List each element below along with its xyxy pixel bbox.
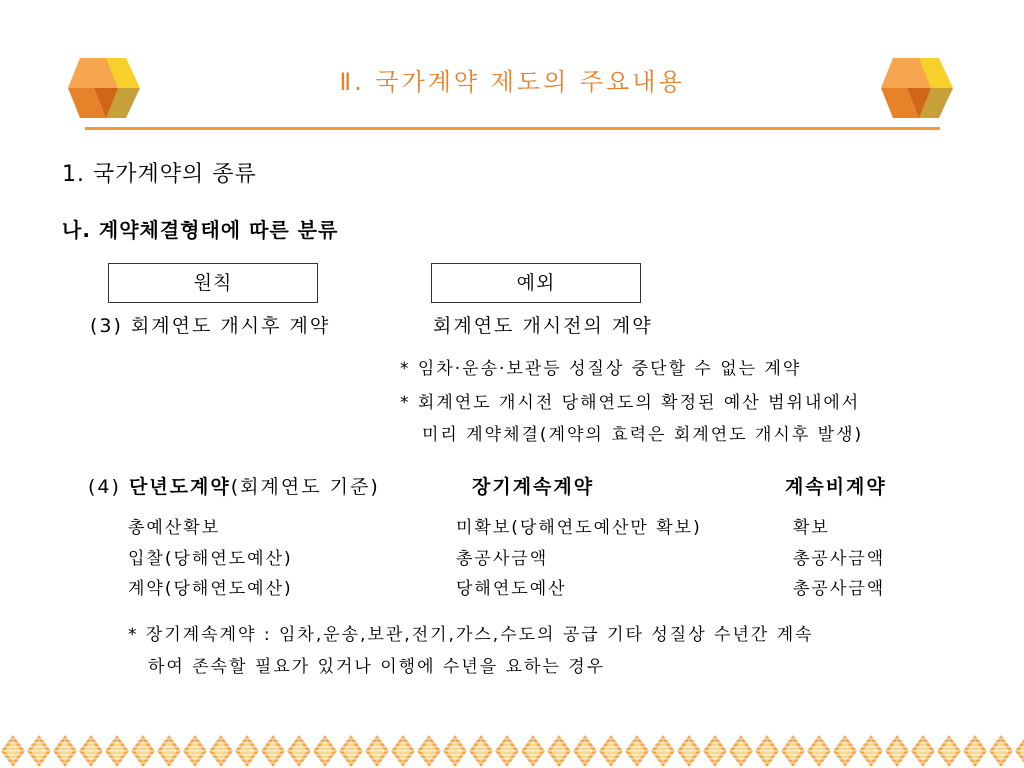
item3-exception-note: 미리 계약체결(계약의 효력은 회계연도 개시후 발생) bbox=[422, 425, 864, 445]
long-term-contract-heading: 장기계속계약 bbox=[472, 476, 595, 498]
continuing-expense-cell: 총공사금액 bbox=[793, 549, 886, 569]
principle-box bbox=[108, 263, 318, 303]
section-subheading: 나. 계약체결형태에 따른 분류 bbox=[62, 218, 339, 242]
long-term-footnote: 하여 존속할 필요가 있거나 이행에 수년을 요하는 경우 bbox=[148, 657, 606, 677]
item4-single-year-heading bbox=[88, 478, 380, 497]
comparison-row bbox=[0, 581, 1024, 601]
single-year-contract-qualifier: (회계연도 기준) bbox=[230, 476, 380, 498]
principle-box-label: 원칙 bbox=[193, 272, 233, 294]
single-year-cell: 입찰(당해연도예산) bbox=[128, 549, 293, 569]
single-year-cell: 총예산확보 bbox=[128, 518, 221, 538]
comparison-row bbox=[0, 551, 1024, 571]
continuing-expense-cell: 총공사금액 bbox=[793, 579, 886, 599]
comparison-row bbox=[0, 520, 1024, 540]
item3-exception-note: * 임차·운송·보관등 성질상 중단할 수 없는 계약 bbox=[400, 359, 802, 379]
section-heading: 1. 국가계약의 종류 bbox=[62, 162, 257, 187]
item3-exception-text: 회계연도 개시전의 계약 bbox=[433, 315, 653, 337]
slide-title: Ⅱ. 국가계약 제도의 주요내용 bbox=[339, 68, 685, 96]
item4-number: (4) bbox=[88, 476, 121, 498]
item3-exception-note: * 회계연도 개시전 당해연도의 확정된 예산 범위내에서 bbox=[400, 393, 861, 413]
long-term-cell: 총공사금액 bbox=[456, 549, 549, 569]
long-term-cell: 미확보(당해연도예산만 확보) bbox=[456, 518, 702, 538]
item3-principle-text: (3) 회계연도 개시후 계약 bbox=[90, 315, 331, 337]
continuing-expense-cell: 확보 bbox=[793, 518, 830, 538]
exception-box-label: 예외 bbox=[516, 272, 556, 294]
long-term-footnote: * 장기계속계약 : 임차,운송,보관,전기,가스,수도의 공급 기타 성질상 수년간 계속 bbox=[128, 625, 814, 645]
footer-diamond-pattern-icon bbox=[0, 734, 1024, 768]
continuing-expense-contract-heading: 계속비계약 bbox=[785, 476, 887, 498]
single-year-cell: 계약(당해연도예산) bbox=[128, 579, 293, 599]
single-year-contract-label: 단년도계약 bbox=[128, 476, 231, 498]
long-term-cell: 당해연도예산 bbox=[456, 579, 567, 599]
exception-box bbox=[431, 263, 641, 303]
title-divider bbox=[85, 127, 940, 130]
